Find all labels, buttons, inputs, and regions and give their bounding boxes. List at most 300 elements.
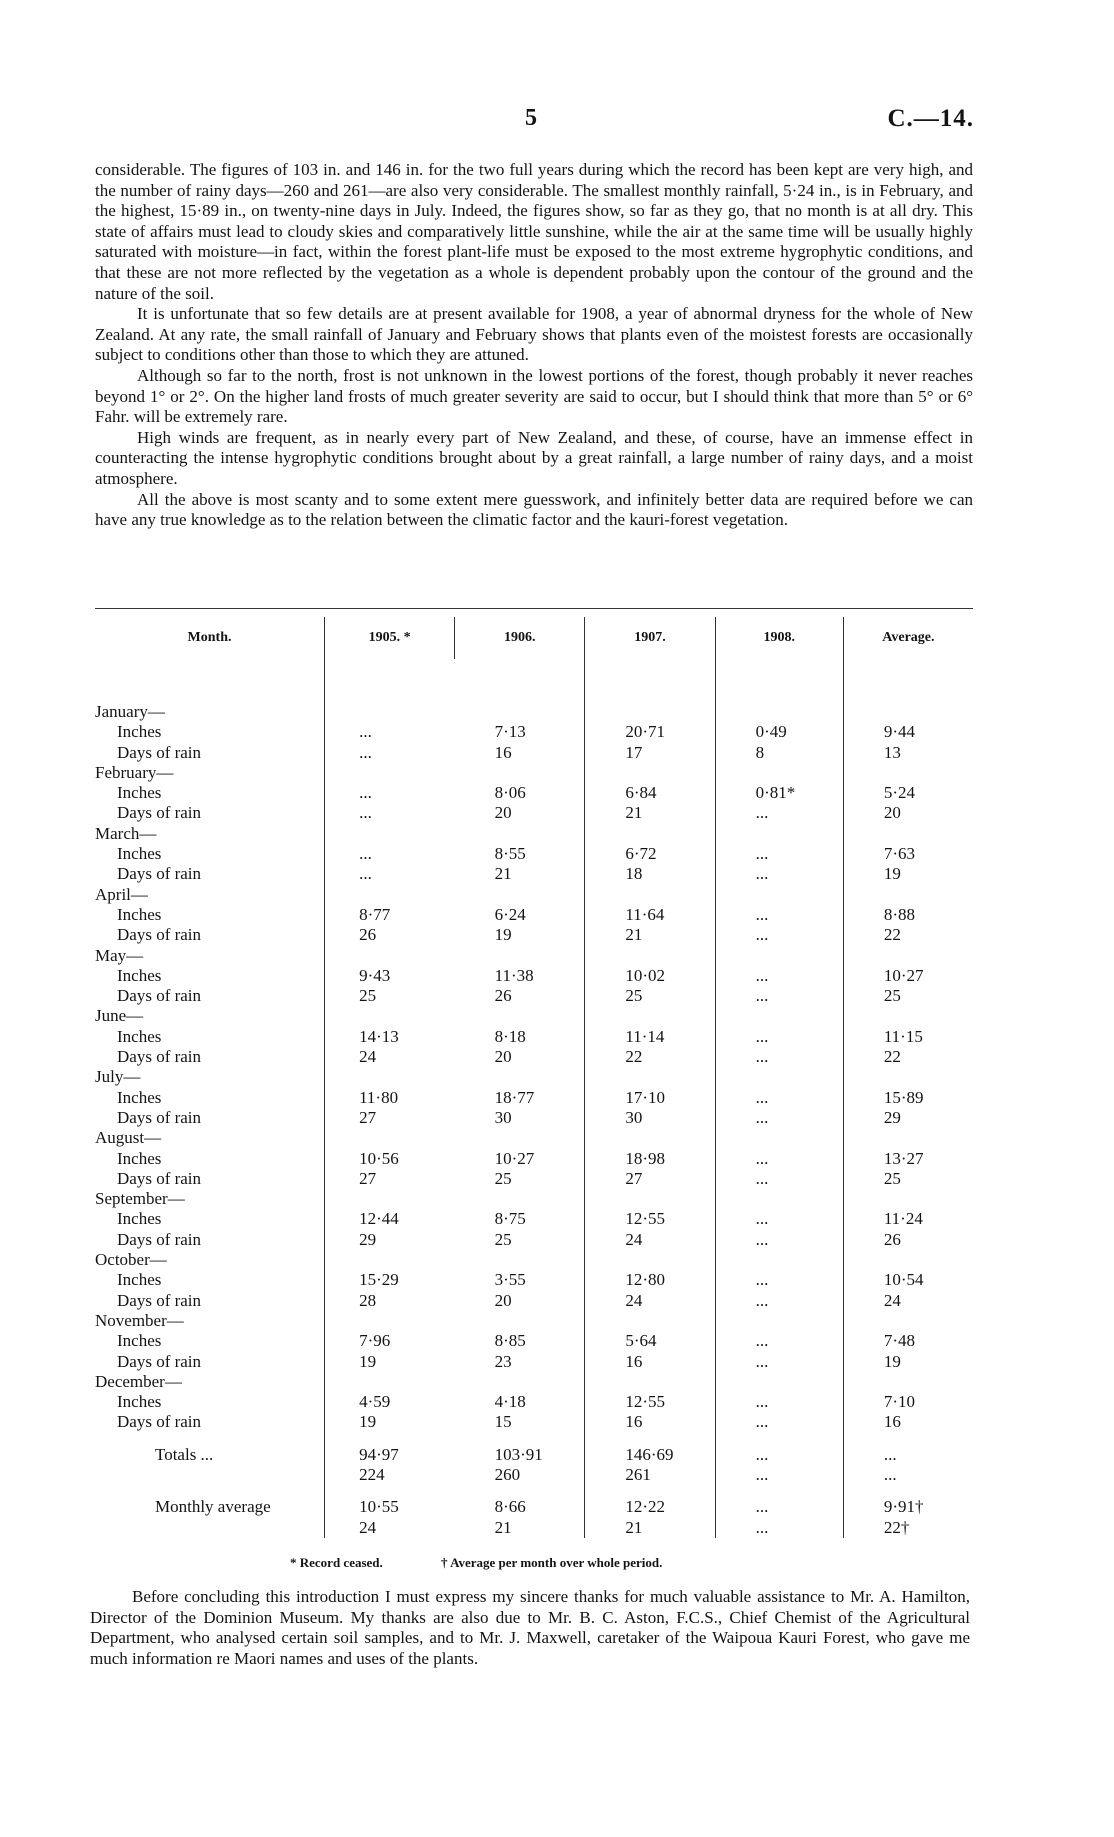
month-name: November— [95, 1310, 184, 1330]
value-cell: 10·56 [325, 1149, 455, 1169]
empty-cell [585, 1067, 715, 1087]
value-cell: 6·84 [585, 783, 715, 803]
value-cell: 29 [843, 1108, 973, 1128]
empty-cell [843, 1067, 973, 1087]
summary-cell [455, 1485, 585, 1538]
inches-row [95, 905, 973, 925]
value-cell: 20 [843, 803, 973, 823]
month-name: February— [95, 762, 174, 782]
inches-row [95, 1149, 973, 1169]
value-cell: 15·29 [325, 1270, 455, 1290]
empty-cell [455, 1006, 585, 1026]
value-cell: 20 [494, 1290, 512, 1310]
value-cell: 18·98 [585, 1149, 715, 1169]
paragraph-5: All the above is most scanty and to some extent mere guesswork, and infinitely better data are required before we can have any true knowledge as to the relation between the climatic factor and the kauri-forest vegetation. [95, 489, 973, 530]
value-cell: 17·10 [585, 1088, 715, 1108]
value-cell: ... [715, 966, 843, 986]
value-cell: 17 [585, 743, 715, 763]
empty-cell [325, 946, 455, 966]
value-cell: ... [715, 986, 843, 1006]
inches-label: Inches [117, 844, 162, 864]
header-1905: 1905. * [325, 617, 455, 659]
days-label: Days of rain [117, 1412, 202, 1432]
table-footnotes [290, 1555, 717, 1571]
inches-row [95, 1209, 973, 1229]
empty-cell [843, 824, 973, 844]
month-row [95, 946, 973, 966]
value-cell: 19 [843, 1352, 973, 1372]
header-1908: 1908. [715, 617, 843, 659]
month-row [95, 1189, 973, 1209]
value-cell: 9·44 [843, 722, 973, 742]
value-cell: ... [715, 1088, 843, 1108]
empty-cell [715, 1128, 843, 1148]
inches-label: Inches [117, 1026, 162, 1046]
days-row [95, 925, 973, 945]
inches-row [95, 844, 973, 864]
value-cell: ... [715, 1047, 843, 1067]
value-cell: 10·27 [494, 1148, 535, 1168]
value-cell: 12·55 [585, 1392, 715, 1412]
month-row [95, 824, 973, 844]
empty-cell [585, 1189, 715, 1209]
value-cell: 11·80 [325, 1088, 455, 1108]
value-cell: ... [715, 1230, 843, 1250]
value-cell: 19 [494, 925, 512, 945]
table-header-row [95, 617, 973, 659]
empty-cell [715, 1006, 843, 1026]
days-label: Days of rain [117, 864, 202, 884]
empty-cell [715, 1067, 843, 1087]
empty-cell [585, 1311, 715, 1331]
value-cell: 10·27 [843, 966, 973, 986]
empty-cell [843, 946, 973, 966]
value-cell: 3·55 [494, 1270, 526, 1290]
value-cell: 8·75 [494, 1209, 526, 1229]
empty-cell [455, 1250, 585, 1270]
empty-cell [843, 1128, 973, 1148]
empty-cell [455, 885, 585, 905]
empty-cell [715, 1372, 843, 1392]
value-cell: 12·55 [585, 1209, 715, 1229]
value-cell: 27 [325, 1108, 455, 1128]
month-row [95, 763, 973, 783]
days-label: Days of rain [117, 1229, 202, 1249]
value-cell: 9·43 [325, 966, 455, 986]
value-cell: 19 [325, 1352, 455, 1372]
header-1907: 1907. [585, 617, 715, 659]
summary-days: 260 [494, 1464, 521, 1484]
value-cell: ... [715, 905, 843, 925]
value-cell: ... [325, 803, 455, 823]
days-row [95, 743, 973, 763]
inches-row [95, 722, 973, 742]
month-name: August— [95, 1128, 162, 1148]
summary-cell [715, 1485, 843, 1538]
value-cell: 7·96 [325, 1331, 455, 1351]
value-cell: 26 [843, 1230, 973, 1250]
empty-cell [843, 763, 973, 783]
value-cell: ... [325, 844, 455, 864]
value-cell: ... [325, 783, 455, 803]
empty-cell [715, 1250, 843, 1270]
empty-cell [455, 1189, 585, 1209]
empty-cell [585, 946, 715, 966]
empty-cell [585, 824, 715, 844]
value-cell: 11·24 [843, 1209, 973, 1229]
value-cell: 8·88 [843, 905, 973, 925]
value-cell: 22 [843, 1047, 973, 1067]
empty-cell [715, 763, 843, 783]
table-gap-row [95, 659, 973, 702]
header-1906: 1906. [455, 617, 585, 659]
empty-cell [715, 885, 843, 905]
value-cell: 19 [325, 1412, 455, 1432]
value-cell: ... [715, 864, 843, 884]
paragraph-4: High winds are frequent, as in nearly every part of New Zealand, and these, of course, have an immense effect in counteracting the intense hygrophytic conditions brought about by a great rainfall, a large number of rainy days, and a moist atmosphere. [95, 427, 973, 488]
empty-cell [843, 1311, 973, 1331]
summary-inches: ... [883, 1444, 897, 1464]
empty-cell [325, 885, 455, 905]
value-cell: 24 [325, 1047, 455, 1067]
value-cell: ... [715, 1291, 843, 1311]
value-cell: 12·80 [585, 1270, 715, 1290]
value-cell: 23 [494, 1351, 512, 1371]
empty-cell [585, 1372, 715, 1392]
value-cell: 10·54 [843, 1270, 973, 1290]
value-cell: ... [715, 1270, 843, 1290]
inches-row [95, 1331, 973, 1351]
paragraph-2: It is unfortunate that so few details are at present available for 1908, a year of abnormal dryness for the whole of New Zealand. At any rate, the small rainfall of January and February shows that plants even of the moistest forests are occasionally subject to conditions other than those to which they are attuned. [95, 304, 973, 365]
month-row [95, 885, 973, 905]
days-row [95, 803, 973, 823]
month-row [95, 1372, 973, 1392]
summary-days: 22† [883, 1517, 910, 1537]
days-row [95, 1230, 973, 1250]
value-cell: 27 [325, 1169, 455, 1189]
value-cell: ... [715, 1027, 843, 1047]
days-label: Days of rain [117, 925, 202, 945]
inches-row [95, 1270, 973, 1290]
value-cell: 27 [585, 1169, 715, 1189]
inches-row [95, 966, 973, 986]
monthly-average-row [95, 1485, 973, 1538]
empty-cell [325, 1006, 455, 1026]
empty-cell [715, 1189, 843, 1209]
rainfall-table [95, 617, 973, 1538]
days-row [95, 1047, 973, 1067]
days-label: Days of rain [117, 1290, 202, 1310]
inches-label: Inches [117, 965, 162, 985]
days-row [95, 1169, 973, 1189]
value-cell: ... [715, 1149, 843, 1169]
value-cell: 25 [843, 1169, 973, 1189]
summary-cell [843, 1485, 973, 1538]
value-cell: 20 [494, 1047, 512, 1067]
value-cell: 12·44 [325, 1209, 455, 1229]
days-row [95, 1412, 973, 1432]
header-average: Average. [843, 617, 973, 659]
header-month: Month. [187, 629, 232, 645]
inches-row [95, 1392, 973, 1412]
value-cell: 16 [585, 1412, 715, 1432]
summary-cell [585, 1433, 715, 1486]
empty-cell [325, 702, 455, 722]
value-cell: 7·10 [843, 1392, 973, 1412]
value-cell: 20·71 [585, 722, 715, 742]
month-name: April— [95, 884, 148, 904]
empty-cell [843, 1250, 973, 1270]
value-cell: 6·24 [494, 904, 526, 924]
summary-inches: 12·22 [625, 1497, 666, 1517]
summary-inches: ... [755, 1497, 769, 1517]
monthly-average-row-label: Monthly average [155, 1497, 271, 1517]
inches-label: Inches [117, 1270, 162, 1290]
value-cell: 5·24 [843, 783, 973, 803]
days-row [95, 1352, 973, 1372]
empty-cell [715, 1311, 843, 1331]
days-label: Days of rain [117, 1168, 202, 1188]
value-cell: 11·15 [843, 1027, 973, 1047]
empty-cell [843, 1189, 973, 1209]
empty-cell [715, 946, 843, 966]
summary-inches: 94·97 [359, 1444, 399, 1464]
value-cell: 4·59 [325, 1392, 455, 1412]
empty-cell [843, 1006, 973, 1026]
days-row [95, 1291, 973, 1311]
days-row [95, 986, 973, 1006]
value-cell: 11·64 [585, 905, 715, 925]
value-cell: 0·81* [715, 783, 843, 803]
empty-cell [325, 1128, 455, 1148]
value-cell: 24 [585, 1230, 715, 1250]
value-cell: 19 [843, 864, 973, 884]
month-row [95, 1128, 973, 1148]
page-header [0, 105, 1114, 135]
month-name: March— [95, 823, 157, 843]
empty-cell [715, 824, 843, 844]
value-cell: ... [715, 1412, 843, 1432]
summary-inches: 103·91 [494, 1444, 543, 1464]
inches-label: Inches [117, 904, 162, 924]
value-cell: 8·77 [325, 905, 455, 925]
inches-row [95, 1027, 973, 1047]
month-name: May— [95, 945, 144, 965]
empty-cell [325, 1372, 455, 1392]
value-cell: 18·77 [494, 1087, 535, 1107]
value-cell: ... [325, 743, 455, 763]
value-cell: 25 [585, 986, 715, 1006]
value-cell: 16 [843, 1412, 973, 1432]
summary-inches: 8·66 [494, 1497, 526, 1517]
closing-text: Before concluding this introduction I must express my sincere thanks for much valuable assistance to Mr. A. Hamilton, Director of the Dominion Museum. My thanks are also due to Mr. B. C. Aston, F.C.S., Chief Chemist of the Agricultural Department, who analysed certain soil samples, and to Mr. J. Maxwell, caretaker of the Waipoua Kauri Forest, who gave me much information re Maori names and uses of the plants. [90, 1587, 970, 1668]
value-cell: 22 [585, 1047, 715, 1067]
totals-row [95, 1433, 973, 1486]
value-cell: 25 [494, 1168, 512, 1188]
value-cell: 25 [494, 1229, 512, 1249]
empty-cell [843, 702, 973, 722]
value-cell: 8·55 [494, 844, 526, 864]
empty-cell [585, 702, 715, 722]
inches-label: Inches [117, 783, 162, 803]
value-cell: 7·48 [843, 1331, 973, 1351]
days-label: Days of rain [117, 742, 202, 762]
value-cell: 5·64 [585, 1331, 715, 1351]
value-cell: 30 [494, 1107, 512, 1127]
days-label: Days of rain [117, 1107, 202, 1127]
value-cell: 30 [585, 1108, 715, 1128]
empty-cell [585, 1128, 715, 1148]
value-cell: ... [715, 1169, 843, 1189]
summary-days: ... [883, 1464, 897, 1484]
inches-label: Inches [117, 1087, 162, 1107]
value-cell: 26 [325, 925, 455, 945]
value-cell: ... [715, 925, 843, 945]
inches-label: Inches [117, 722, 162, 742]
value-cell: 10·02 [585, 966, 715, 986]
month-row [95, 1006, 973, 1026]
totals-row-label: Totals ... [155, 1444, 214, 1464]
value-cell: 16 [585, 1352, 715, 1372]
summary-days: 224 [359, 1464, 385, 1484]
value-cell: ... [325, 722, 455, 742]
closing-paragraph [90, 1587, 970, 1669]
empty-cell [455, 702, 585, 722]
empty-cell [455, 1067, 585, 1087]
days-label: Days of rain [117, 803, 202, 823]
value-cell: 25 [325, 986, 455, 1006]
month-name: July— [95, 1067, 141, 1087]
value-cell: ... [715, 1209, 843, 1229]
value-cell: 15 [494, 1412, 512, 1432]
inches-row [95, 1088, 973, 1108]
inches-row [95, 783, 973, 803]
month-name: September— [95, 1189, 185, 1209]
value-cell: 18 [585, 864, 715, 884]
empty-cell [585, 763, 715, 783]
summary-days: 21 [625, 1517, 643, 1537]
empty-cell [325, 1311, 455, 1331]
value-cell: 13·27 [843, 1149, 973, 1169]
month-name: October— [95, 1250, 167, 1270]
value-cell: 4·18 [494, 1392, 526, 1412]
days-label: Days of rain [117, 986, 202, 1006]
summary-inches: 9·91† [883, 1497, 924, 1517]
value-cell: 8·18 [494, 1026, 526, 1046]
month-name: December— [95, 1371, 182, 1391]
value-cell: 8·06 [494, 783, 526, 803]
value-cell: 16 [494, 742, 512, 762]
empty-cell [585, 1250, 715, 1270]
month-name: June— [95, 1006, 144, 1026]
value-cell: 24 [585, 1291, 715, 1311]
summary-days: 24 [359, 1517, 377, 1537]
value-cell: 14·13 [325, 1027, 455, 1047]
value-cell: ... [715, 1392, 843, 1412]
empty-cell [843, 1372, 973, 1392]
value-cell: 6·72 [585, 844, 715, 864]
inches-label: Inches [117, 1331, 162, 1351]
table-body [95, 659, 973, 1538]
paragraph-3: Although so far to the north, frost is not unknown in the lowest portions of the forest, though probably it never reaches beyond 1° or 2°. On the higher land frosts of much greater severity are said to occur, but I should think that more than 5° or 6° Fahr. will be extremely rare. [95, 365, 973, 427]
inches-label: Inches [117, 1148, 162, 1168]
summary-days: 21 [494, 1517, 512, 1537]
month-row [95, 1311, 973, 1331]
empty-cell [455, 1372, 585, 1392]
summary-inches: 10·55 [359, 1497, 399, 1517]
value-cell: ... [715, 1352, 843, 1372]
empty-cell [455, 1128, 585, 1148]
value-cell: 7·13 [494, 722, 526, 742]
value-cell: 22 [843, 925, 973, 945]
month-name: January— [95, 702, 165, 721]
summary-cell [585, 1485, 715, 1538]
month-row [95, 1250, 973, 1270]
table-top-rule [95, 608, 973, 609]
empty-cell [325, 824, 455, 844]
value-cell: 8·85 [494, 1331, 526, 1351]
days-label: Days of rain [117, 1047, 202, 1067]
value-cell: 21 [494, 864, 512, 884]
value-cell: 8 [715, 743, 843, 763]
summary-days: ... [755, 1464, 769, 1484]
days-row [95, 1108, 973, 1128]
page-number: 5 [525, 105, 537, 131]
summary-cell [325, 1433, 455, 1486]
empty-cell [585, 1006, 715, 1026]
summary-days: ... [755, 1517, 769, 1537]
value-cell: 20 [494, 803, 512, 823]
empty-cell [455, 946, 585, 966]
inches-label: Inches [117, 1209, 162, 1229]
value-cell: ... [715, 803, 843, 823]
value-cell: 11·38 [494, 965, 534, 985]
value-cell: ... [715, 1331, 843, 1351]
summary-cell [455, 1433, 585, 1486]
value-cell: 21 [585, 803, 715, 823]
footnote-record-ceased: * Record ceased. [290, 1555, 383, 1570]
value-cell: 7·63 [843, 844, 973, 864]
value-cell: 0·49 [715, 722, 843, 742]
summary-cell [325, 1485, 455, 1538]
empty-cell [325, 1189, 455, 1209]
value-cell: 15·89 [843, 1088, 973, 1108]
body-text [95, 160, 973, 531]
value-cell: 24 [843, 1291, 973, 1311]
month-row [95, 1067, 973, 1087]
value-cell: ... [715, 1108, 843, 1128]
empty-cell [455, 824, 585, 844]
empty-cell [585, 885, 715, 905]
summary-inches: 146·69 [625, 1444, 674, 1464]
summary-cell [715, 1433, 843, 1486]
footnote-average: † Average per month over whole period. [441, 1555, 663, 1570]
value-cell: ... [715, 844, 843, 864]
summary-days: 261 [625, 1464, 651, 1484]
value-cell: ... [325, 864, 455, 884]
value-cell: 25 [843, 986, 973, 1006]
empty-cell [325, 1250, 455, 1270]
value-cell: 21 [585, 925, 715, 945]
document-code: C.—14. [887, 105, 974, 132]
empty-cell [715, 702, 843, 722]
empty-cell [325, 1067, 455, 1087]
days-label: Days of rain [117, 1351, 202, 1371]
empty-cell [843, 885, 973, 905]
value-cell: 13 [843, 743, 973, 763]
inches-label: Inches [117, 1392, 162, 1412]
empty-cell [455, 763, 585, 783]
